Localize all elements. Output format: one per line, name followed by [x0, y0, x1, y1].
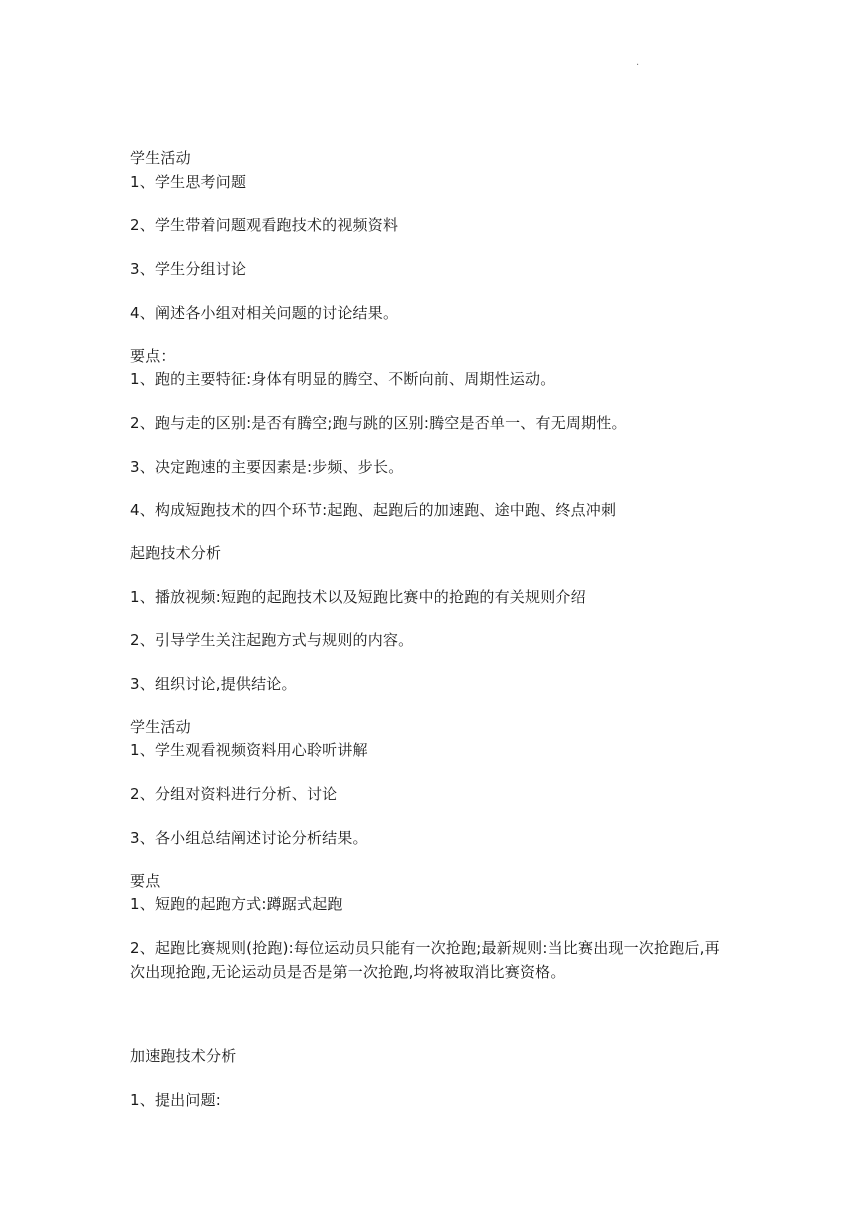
section-heading-student-activity: 学生活动: [130, 718, 191, 736]
page-mark: ·: [636, 60, 640, 71]
list-item: 1、短跑的起跑方式:蹲踞式起跑: [130, 895, 343, 913]
section-heading-student-activity: 学生活动: [130, 149, 191, 167]
section-heading-key-points: 要点: [130, 872, 161, 890]
list-item: 1、学生观看视频资料用心聆听讲解: [130, 741, 368, 759]
list-item: 4、构成短跑技术的四个环节:起跑、起跑后的加速跑、途中跑、终点冲刺: [130, 501, 617, 519]
list-item: 1、提出问题:: [130, 1091, 221, 1109]
list-item: 2、学生带着问题观看跑技术的视频资料: [130, 216, 399, 234]
list-item: 4、阐述各小组对相关问题的讨论结果。: [130, 304, 399, 322]
section-heading-key-points: 要点：: [130, 347, 176, 365]
list-item: 2、分组对资料进行分析、讨论: [130, 785, 338, 803]
list-item: 3、决定跑速的主要因素是:步频、步长。: [130, 458, 404, 476]
section-heading-start-technique: 起跑技术分析: [130, 544, 222, 562]
list-item: 3、学生分组讨论: [130, 260, 247, 278]
list-item: 2、跑与走的区别:是否有腾空;跑与跳的区别:腾空是否单一、有无周期性。: [130, 414, 627, 432]
list-item: 2、引导学生关注起跑方式与规则的内容。: [130, 631, 414, 649]
list-item: 1、学生思考问题: [130, 173, 247, 191]
list-item: 1、跑的主要特征:身体有明显的腾空、不断向前、周期性运动。: [130, 370, 556, 388]
section-heading-acceleration: 加速跑技术分析: [130, 1047, 237, 1065]
list-item: 1、播放视频:短跑的起跑技术以及短跑比赛中的抢跑的有关规则介绍: [130, 588, 586, 606]
list-item: 3、各小组总结阐述讨论分析结果。: [130, 829, 368, 847]
list-item: 2、起跑比赛规则(抢跑):每位运动员只能有一次抢跑;最新规则:当比赛出现一次抢跑后,再次出现抢跑,无论运动员是否是第一次抢跑,均将被取消比赛资格。: [130, 939, 720, 981]
list-item: 3、组织讨论,提供结论。: [130, 675, 297, 693]
